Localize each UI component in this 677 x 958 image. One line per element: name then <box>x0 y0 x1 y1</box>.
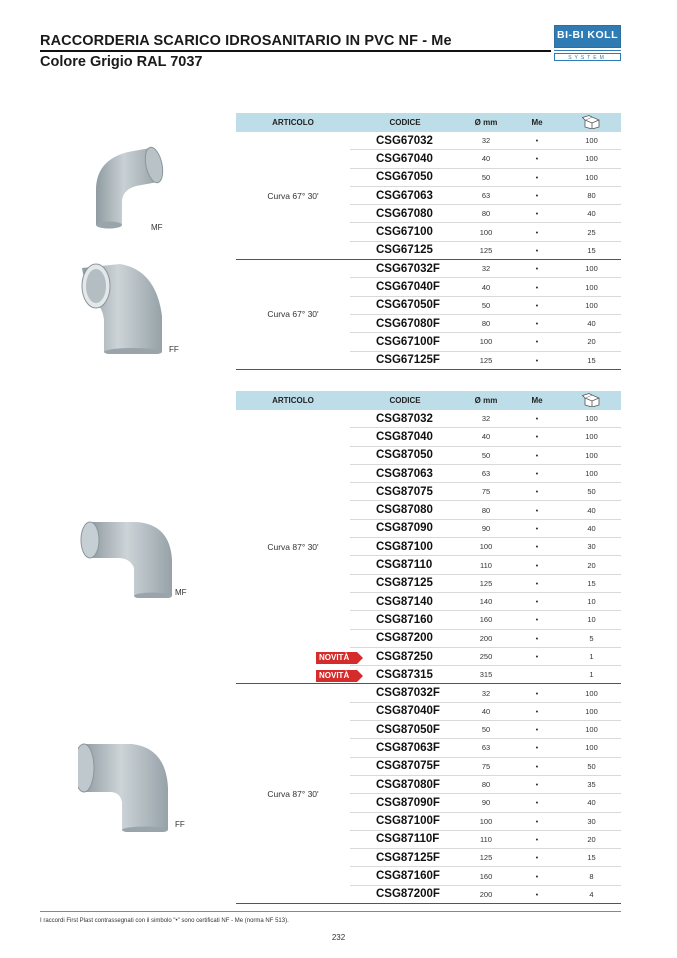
package-qty-cell: 100 <box>562 739 621 757</box>
product-code: CSG67050 <box>350 168 460 186</box>
diameter-cell: 110 <box>460 556 512 574</box>
page-title: RACCORDERIA SCARICO IDROSANITARIO IN PVC NF - Me <box>40 33 452 49</box>
product-code: CSG87050F <box>350 721 460 739</box>
diameter-cell: 32 <box>460 260 512 278</box>
footer-note: I raccordi First Plast contrassegnati con il simbolo "•" sono certificati NF - Me (norma NF 513). <box>40 918 289 924</box>
diameter-cell: 90 <box>460 794 512 812</box>
diameter-cell: 40 <box>460 428 512 446</box>
diameter-cell: 50 <box>460 721 512 739</box>
logo-box <box>554 25 621 48</box>
articolo-cell: Curva 87° 30' <box>236 410 350 684</box>
fitting-label-ff-2: FF <box>175 820 185 829</box>
product-code: CSG67100F <box>350 333 460 351</box>
diameter-cell: 50 <box>460 168 512 186</box>
novita-badge: NOVITÀ <box>316 652 357 664</box>
me-cert-cell: • <box>512 611 562 629</box>
col-package <box>562 391 621 410</box>
diameter-cell: 125 <box>460 351 512 369</box>
diameter-cell: 80 <box>460 314 512 332</box>
package-qty-cell: 50 <box>562 757 621 775</box>
product-code: CSG87125 <box>350 574 460 592</box>
col-package <box>562 113 621 132</box>
package-qty-cell: 100 <box>562 132 621 150</box>
product-code: CSG87110F <box>350 830 460 848</box>
me-cert-cell: • <box>512 223 562 241</box>
diameter-cell: 125 <box>460 241 512 259</box>
diameter-cell: 250 <box>460 647 512 665</box>
product-code: CSG67063 <box>350 186 460 204</box>
product-code: CSG67040 <box>350 150 460 168</box>
fitting-67-ff-image <box>76 256 168 354</box>
diameter-cell: 75 <box>460 483 512 501</box>
col-diametro: Ø mm <box>460 391 512 410</box>
diameter-cell: 315 <box>460 666 512 684</box>
product-code: CSG67100 <box>350 223 460 241</box>
product-table-67 <box>236 113 621 370</box>
product-code <box>319 647 460 665</box>
logo-text: BI-BI KOLL <box>557 29 618 41</box>
me-cert-cell: • <box>512 849 562 867</box>
package-qty-cell: 30 <box>562 812 621 830</box>
logo-subtext: SYSTEM <box>554 53 621 61</box>
diameter-cell: 80 <box>460 205 512 223</box>
product-code: CSG67080 <box>350 205 460 223</box>
me-cert-cell: • <box>512 150 562 168</box>
product-code <box>319 666 460 684</box>
page-number: 232 <box>331 933 346 942</box>
table-row <box>236 410 621 428</box>
product-code: CSG87040F <box>350 702 460 720</box>
package-qty-cell: 100 <box>562 278 621 296</box>
table-row <box>236 684 621 702</box>
package-qty-cell: 100 <box>562 446 621 464</box>
package-qty-cell: 100 <box>562 464 621 482</box>
fitting-67-mf-image <box>88 140 168 230</box>
me-cert-cell: • <box>512 794 562 812</box>
title-divider <box>40 50 551 52</box>
package-qty-cell: 40 <box>562 314 621 332</box>
package-qty-cell: 40 <box>562 794 621 812</box>
package-qty-cell: 20 <box>562 333 621 351</box>
articolo-cell: Curva 87° 30' <box>236 684 350 904</box>
product-code: CSG87080F <box>350 775 460 793</box>
product-code: CSG87032F <box>350 684 460 702</box>
me-cert-cell: • <box>512 132 562 150</box>
me-cert-cell: • <box>512 428 562 446</box>
product-code: CSG87075F <box>350 757 460 775</box>
diameter-cell: 32 <box>460 684 512 702</box>
diameter-cell: 100 <box>460 538 512 556</box>
diameter-cell: 80 <box>460 501 512 519</box>
diameter-cell: 140 <box>460 592 512 610</box>
product-code-text: CSG87250 <box>376 650 433 663</box>
col-articolo: ARTICOLO <box>236 113 350 132</box>
package-qty-cell: 15 <box>562 574 621 592</box>
package-qty-cell: 100 <box>562 721 621 739</box>
product-table-87 <box>236 391 621 904</box>
diameter-cell: 160 <box>460 867 512 885</box>
package-qty-cell: 15 <box>562 241 621 259</box>
me-cert-cell: • <box>512 241 562 259</box>
table-row <box>236 132 621 150</box>
package-qty-cell: 80 <box>562 186 621 204</box>
col-diametro: Ø mm <box>460 113 512 132</box>
articolo-cell: Curva 67° 30' <box>236 132 350 260</box>
me-cert-cell: • <box>512 260 562 278</box>
product-code: CSG67125 <box>350 241 460 259</box>
product-code: CSG87125F <box>350 849 460 867</box>
me-cert-cell: • <box>512 812 562 830</box>
me-cert-cell: • <box>512 775 562 793</box>
product-code: CSG87063F <box>350 739 460 757</box>
diameter-cell: 63 <box>460 464 512 482</box>
package-qty-cell: 40 <box>562 205 621 223</box>
diameter-cell: 40 <box>460 278 512 296</box>
diameter-cell: 100 <box>460 812 512 830</box>
me-cert-cell: • <box>512 647 562 665</box>
col-articolo: ARTICOLO <box>236 391 350 410</box>
product-code: CSG87140 <box>350 592 460 610</box>
product-code: CSG87200 <box>350 629 460 647</box>
product-code: CSG87080 <box>350 501 460 519</box>
fitting-87-mf-image <box>78 512 176 598</box>
diameter-cell: 32 <box>460 410 512 428</box>
me-cert-cell: • <box>512 629 562 647</box>
me-cert-cell: • <box>512 501 562 519</box>
package-qty-cell: 100 <box>562 684 621 702</box>
me-cert-cell: • <box>512 333 562 351</box>
me-cert-cell: • <box>512 186 562 204</box>
fitting-label-ff: FF <box>169 345 179 354</box>
diameter-cell: 63 <box>460 186 512 204</box>
product-code: CSG87090 <box>350 519 460 537</box>
package-qty-cell: 5 <box>562 629 621 647</box>
package-qty-cell: 10 <box>562 592 621 610</box>
package-qty-cell: 40 <box>562 501 621 519</box>
product-code: CSG67050F <box>350 296 460 314</box>
me-cert-cell: • <box>512 519 562 537</box>
me-cert-cell: • <box>512 205 562 223</box>
brand-logo <box>554 25 621 63</box>
product-code: CSG67032F <box>350 260 460 278</box>
product-code: CSG87110 <box>350 556 460 574</box>
diameter-cell: 110 <box>460 830 512 848</box>
package-qty-cell: 30 <box>562 538 621 556</box>
product-code: CSG87050 <box>350 446 460 464</box>
me-cert-cell: • <box>512 684 562 702</box>
package-qty-cell: 35 <box>562 775 621 793</box>
me-cert-cell: • <box>512 538 562 556</box>
col-me: Me <box>512 391 562 410</box>
package-qty-cell: 15 <box>562 351 621 369</box>
me-cert-cell: • <box>512 739 562 757</box>
me-cert-cell: • <box>512 867 562 885</box>
box-icon <box>582 393 602 407</box>
product-code: CSG87040 <box>350 428 460 446</box>
logo-rule <box>554 50 621 51</box>
me-cert-cell: • <box>512 446 562 464</box>
me-cert-cell: • <box>512 592 562 610</box>
novita-badge: NOVITÀ <box>316 670 357 682</box>
diameter-cell: 32 <box>460 132 512 150</box>
diameter-cell: 50 <box>460 296 512 314</box>
me-cert-cell: • <box>512 314 562 332</box>
table-header-row <box>236 391 621 410</box>
fitting-87-ff-image <box>78 742 172 832</box>
package-qty-cell: 40 <box>562 519 621 537</box>
product-code: CSG87032 <box>350 410 460 428</box>
footer-divider <box>40 911 621 912</box>
package-qty-cell: 1 <box>562 666 621 684</box>
package-qty-cell: 8 <box>562 867 621 885</box>
diameter-cell: 125 <box>460 574 512 592</box>
diameter-cell: 200 <box>460 885 512 903</box>
box-icon <box>582 115 602 129</box>
me-cert-cell: • <box>512 410 562 428</box>
product-code: CSG67125F <box>350 351 460 369</box>
me-cert-cell: • <box>512 702 562 720</box>
col-codice: CODICE <box>350 391 460 410</box>
diameter-cell: 80 <box>460 775 512 793</box>
me-cert-cell: • <box>512 556 562 574</box>
col-codice: CODICE <box>350 113 460 132</box>
me-cert-cell: • <box>512 278 562 296</box>
product-code: CSG87100F <box>350 812 460 830</box>
package-qty-cell: 15 <box>562 849 621 867</box>
package-qty-cell: 100 <box>562 702 621 720</box>
package-qty-cell: 100 <box>562 410 621 428</box>
me-cert-cell: • <box>512 168 562 186</box>
col-me: Me <box>512 113 562 132</box>
articolo-cell: Curva 67° 30' <box>236 260 350 370</box>
me-cert-cell: • <box>512 757 562 775</box>
diameter-cell: 125 <box>460 849 512 867</box>
diameter-cell: 200 <box>460 629 512 647</box>
table-header-row <box>236 113 621 132</box>
product-code: CSG67032 <box>350 132 460 150</box>
diameter-cell: 50 <box>460 446 512 464</box>
package-qty-cell: 20 <box>562 830 621 848</box>
package-qty-cell: 100 <box>562 260 621 278</box>
fitting-label-mf-2: MF <box>175 588 187 597</box>
product-code: CSG87160F <box>350 867 460 885</box>
me-cert-cell: • <box>512 464 562 482</box>
product-code: CSG67040F <box>350 278 460 296</box>
diameter-cell: 90 <box>460 519 512 537</box>
diameter-cell: 40 <box>460 150 512 168</box>
fitting-label-mf: MF <box>151 223 163 232</box>
page-subtitle: Colore Grigio RAL 7037 <box>40 54 203 70</box>
diameter-cell: 100 <box>460 333 512 351</box>
product-code: CSG87100 <box>350 538 460 556</box>
diameter-cell: 75 <box>460 757 512 775</box>
product-code: CSG87090F <box>350 794 460 812</box>
diameter-cell: 40 <box>460 702 512 720</box>
me-cert-cell: • <box>512 483 562 501</box>
product-code-text: CSG87315 <box>376 668 433 681</box>
package-qty-cell: 50 <box>562 483 621 501</box>
diameter-cell: 100 <box>460 223 512 241</box>
product-code: CSG87075 <box>350 483 460 501</box>
me-cert-cell: • <box>512 830 562 848</box>
package-qty-cell: 20 <box>562 556 621 574</box>
diameter-cell: 63 <box>460 739 512 757</box>
me-cert-cell: • <box>512 574 562 592</box>
diameter-cell: 160 <box>460 611 512 629</box>
table-row <box>236 260 621 278</box>
package-qty-cell: 4 <box>562 885 621 903</box>
me-cert-cell: • <box>512 351 562 369</box>
package-qty-cell: 25 <box>562 223 621 241</box>
package-qty-cell: 100 <box>562 168 621 186</box>
package-qty-cell: 100 <box>562 150 621 168</box>
me-cert-cell: • <box>512 721 562 739</box>
package-qty-cell: 1 <box>562 647 621 665</box>
package-qty-cell: 100 <box>562 428 621 446</box>
package-qty-cell: 100 <box>562 296 621 314</box>
product-code: CSG67080F <box>350 314 460 332</box>
product-code: CSG87160 <box>350 611 460 629</box>
product-code: CSG87200F <box>350 885 460 903</box>
product-code: CSG87063 <box>350 464 460 482</box>
me-cert-cell: • <box>512 885 562 903</box>
package-qty-cell: 10 <box>562 611 621 629</box>
me-cert-cell: • <box>512 296 562 314</box>
me-cert-cell <box>512 666 562 684</box>
